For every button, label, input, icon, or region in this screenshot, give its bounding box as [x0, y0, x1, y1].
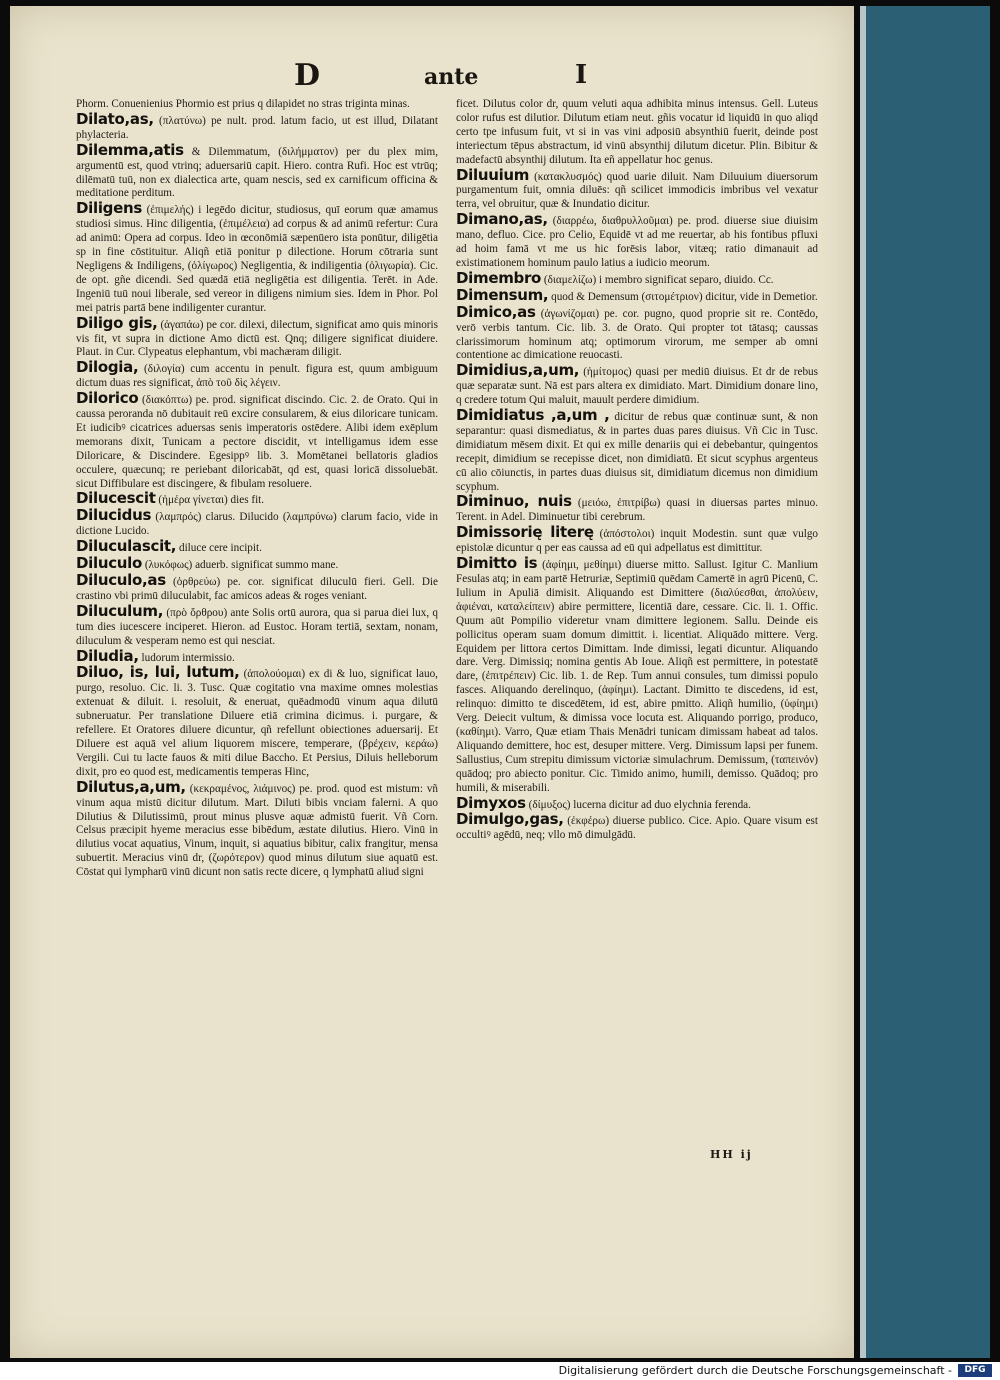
running-head-word: ante	[424, 64, 479, 90]
entry-headword: Dilorico	[76, 389, 139, 408]
entry-text: (διλογία) cum accentu in penult. figura est, quum ambiguum dictum duas res significat, ἀπὸ τοῦ δὶς λέγειν.	[76, 363, 438, 390]
entry-headword: Dimitto is	[456, 554, 538, 573]
dictionary-entry	[76, 140, 438, 202]
entry-text: (μειόω, ἐπιτρίβω) quasi in diuersas partes minuo. Terent. in Adel. Diminuetur tibi cerebrum.	[456, 497, 818, 524]
entry-text: (διακόπτω) pe. prod. significat discindo. Cic. 2. de Orato. Qui in caussa peroranda nō dubitauit reū excire consularem, & eius diloricare tunicam. Et iudicibꝰ cicatrices aduersas senis imperatoris ostēdere. Alibi idem exēplum memorans dixit, Tunicam a pectore discidit, vt intelligamus idem esse Diloricare, & Discindere. Egesippꝰ lib. 3. Momētanei bellatoris gladios occulere, quæcunq; re periebant diloricabāt, qd est, quasi loricā dissoluebāt. sicut Diffibulare est discingere, & fibulam resoluere.	[76, 394, 438, 490]
entry-headword: Dilucescit	[76, 489, 156, 508]
entry-text: (ἀγωνίζομαι) pe. cor. pugno, quod proprie sit re. Contēdo, verō verbis tantum. Cic. lib. 3. de Orato. Qui propter tot tātasq; caussas clarissimorum hominum atq; optimorum virorum, me semper ab omni contentione ac dimicatione reuocasti.	[456, 307, 818, 362]
entry-text: (ὀρθρεύω) pe. cor. significat diluculū fieri. Gell. Die crastino vbi primū diluculabit, fac amicos adeas & roges veniant.	[76, 576, 438, 602]
entry-text: (λαμπρός) clarus. Dilucido (λαμπρύνω) clarum facio, vide in dictione Lucido.	[76, 511, 438, 538]
entry-text: (ἀπολούομαι) ex di & luo, significat lauo, purgo, resoluo. Cic. li. 3. Tusc. Quæ cogitatio vna maxime omnes molestias extenuat & diluit. i. resoluit, & eneruat, quēadmodū vinum aqua dilutū subneruatur. Per translatione Diluere etiā crimina dicimus. i. purgare, & refellere. Et Oratores diluere dicuntur, qñ refellunt obiectiones aduersarij. Et Diluere est aquā vel alium liquorem miscere, temperare, (βρέχειν, κεράω) Vergili. Cui tu lacte fauos & miti dilue Baccho. Et Persius, Diluis helleborum dixit, pro eo quod est, medicamentis temperas Hinc,	[76, 668, 438, 778]
dictionary-entry	[76, 601, 438, 649]
dictionary-entry	[76, 777, 438, 880]
entry-text: (ἀπόστολοι) inquit Modestin. sunt quæ vulgo epistolæ dicuntur q per eas caussa ad eū qui adpellatus est dimittitur.	[456, 528, 818, 555]
entry-text: (ἐπιμελής) i legēdo dicitur, studiosus, quī eorum quæ amamus studiosi simus. Hinc diligentia, (ἐπιμέλεια) ad corpus & ad animū refertur: Cura ad animū: Opera ad corpus. Ideo in œconōmiā sæpenūero ista ponūtur, diligētia sp in fine cōstituitur. Aliqñ etiā ponitur p dilectione. Horum cōtraria sunt Negligens & Indiligens, (ὀλίγωρος) Negligentia, & indiligentia (ὀλιγωρία). Cic. de opt. gñe dicendi. Sed quædā etiā negligētia est diligentia. Terēt. in Ade. Ingeniū tuū noui liberale, sed vereor in diligens nimium sies. Idem in Phor. Pol mei patris partā bene indiligenter curantur.	[76, 204, 438, 314]
entry-headword: Diluo, is, lui, lutum,	[76, 663, 240, 682]
dictionary-entry	[456, 302, 818, 364]
entry-text: dicitur de rebus quæ continuæ sunt, & non separantur: quasi dismediatus, & in partes duas pares diuisus. Vñ Cic in Tusc. dimidiatum mēsem dixit. Et qui ex mille denariis qui ei debebantur, quingentos recepit, dimidium se recepisse dicet, non dimidiatū. Et sicut scyphus argenteus cū alio cōiunctis, in partes duas diuisus sit, dimidiatum dicemus non dimidium scyphum.	[456, 411, 818, 493]
entry-text: (ἀφίημι, μεθίημι) diuerse mitto. Sallust. Igitur C. Manlium Fesulas atq; in eam partē Hetruriæ, Septimiū quēdam Camertē in agrū Picenū, C. Iulium in Apuliā dimisit. Aliquando est Dimittere (διαλύεσθαι, ἀπολύειν, ἀφιέναι, καταλείπειν) abire permittere, licentiā dare, cessare. Cic. li. 1. Offic. Quum aūt Pompilio videretur vnam dimittere legionem. Sallu. Deinde eis pollicitus operam suam domum dimittit. i. licentiat. Aliquādo mittere. Verg. Equidem per littora certos Dimittam. Inde dimissi, legati dicuntur. Aliquando dare. Verg. Dimissiq; nomina gentis Ab Ioue. Aliqñ est permittere, in potestatē dare, (ἐπιτρέπειν) Cic. lib. 1. de Rep. Tum annui consules, tum dimissi populo fasces. Aliquando derelinquo, (ἀφίημι). Lactant. Dimitto te discedens, id est, relinquo: dimitto te discedētem, id est, abire pmitto. Aliqñ humilio, (ὑφίημι) Verg. Deiecit vultum, & dimissa voce locuta est. Aliquando porrigo, produco, (καθίημι). Varro, Quæ etiam Thais Menādri tunicam dimissam habeat ad talos. Aliquando demittere, hoc est, desuper mittere. Verg. Dimissum lapsi per funem. Sallustius, Cum strepitu dimissum victoriæ simulachrum. Demissum, (ταπεινόν) quādoq; pro abiecto ponitur. Cic. Timido animo, humili, demisso. Quādoq; pro humili, & miserabili.	[456, 559, 818, 794]
entry-headword: Dilucidus	[76, 506, 152, 525]
entry-headword: Dimidiatus ,a,um ,	[456, 406, 610, 425]
left-column	[76, 98, 438, 1178]
entry-headword: Diligo gis,	[76, 313, 158, 332]
dictionary-entry	[76, 313, 438, 361]
signature-mark: HH ij	[710, 1148, 753, 1161]
dictionary-entry	[76, 109, 438, 143]
running-head-numeral: I	[575, 60, 588, 90]
footer-credit: Digitalisierung gefördert durch die Deutsche Forschungsgemeinschaft -	[558, 1364, 952, 1377]
dictionary-entry	[456, 98, 818, 168]
entry-text: (διαμελίζω) i membro significat separo, diuido. Cc.	[543, 273, 774, 286]
dictionary-entry	[456, 361, 818, 408]
dfg-logo-icon: DFG	[958, 1364, 992, 1377]
entry-headword: Dimulgo,gas,	[456, 810, 564, 829]
running-head-letter: D	[294, 58, 321, 93]
book-page	[10, 6, 854, 1358]
entry-text: ludorum intermissio.	[141, 651, 235, 664]
dictionary-entry	[456, 810, 818, 843]
entry-text: (πρὸ ὄρθρου) ante Solis ortū aurora, qua si parua diei lux, q tum dies iucescere inciperet. Hieron. ad Eustoc. Horam tertiā, sextam, nonam, diluculum & vesperam nemo est qui nesciat.	[76, 606, 438, 647]
entry-headword: Dimico,as	[456, 302, 536, 321]
entry-text: ficet. Dilutus color dr, quum veluti aqua adhibita minus intensus. Gell. Luteus color rufus est dilutior. Dilutum etiam neut. gñis vocatur id liquidū in quo aliqd certo tpe infusum fuit, vt si in vas vini adposiū absynthiū fuerit, deinde post interiectum tēpus abstractum, id vinū absynthij dilutum dicetur. Plin. Bibitur & madefactū absynthij dilutum. Ita eñ appellatur hoc genus.	[456, 98, 818, 166]
dictionary-entry	[456, 406, 818, 494]
dictionary-entry	[76, 389, 438, 491]
entry-headword: Dimidius,a,um,	[456, 361, 580, 380]
entry-headword: Diluculascit,	[76, 537, 177, 556]
entry-text: (λυκόφως) aduerb. significat summo mane.	[144, 559, 339, 572]
dictionary-entry	[76, 358, 438, 391]
entry-text: (ἀγαπάω) pe cor. dilexi, dilectum, significat amo quis minoris vis fit, vt supra in dictione Amo dictū est. Qnq; diligere significat diuidere. Plaut. in Cur. Clypeatus elephantum, vbi machæram diligit.	[76, 318, 438, 359]
dictionary-entry	[456, 492, 818, 525]
entry-headword: Dimembro	[456, 268, 542, 287]
entry-headword: Diluculum,	[76, 601, 164, 620]
dictionary-entry	[456, 523, 818, 556]
entry-headword: Dilemma,atis	[76, 140, 184, 159]
entry-text: & Dilemmatum, (διλήμματον) per du plex mim, argumentū est, quod vtrinq; aduersariū capit. Hiero. contra Rufi. Hoc est vtrūq; dilēmatū tuū, non ex dialectica arte, quam nescis, sed ex carnificum officina & meditatione perditum.	[76, 145, 438, 200]
running-head	[10, 58, 854, 98]
dictionary-entry	[76, 571, 438, 604]
footer	[0, 1362, 1000, 1380]
entry-headword: Dimyxos	[456, 793, 526, 812]
entry-text: diluce cere incipit.	[178, 542, 262, 555]
entry-text: (ἡμίτομος) quasi per mediū diuisus. Et dr de rebus quæ separatæ sunt. Nā est pars altera ex dimidiato. Mart. Dimidium donare lino, q credere totum Qui maluit, mauult perdere dimidium.	[456, 366, 818, 407]
dictionary-entry	[76, 506, 438, 539]
entry-headword: Diludia,	[76, 646, 139, 665]
entry-text: Phorm. Conuenienius Phormio est prius q dilapidet no stras triginta minas.	[76, 98, 410, 110]
dictionary-entry	[456, 554, 818, 795]
entry-headword: Dilato,as,	[76, 109, 154, 128]
dictionary-entry	[456, 165, 818, 213]
entry-headword: Diluculo,as	[76, 571, 166, 589]
entry-headword: Diluculo	[76, 554, 143, 573]
entry-headword: Dimensum,	[456, 285, 549, 304]
entry-text: (κατακλυσμός) quod uarie diluit. Nam Diluuium diuersorum purgamentum fuit, omnia diluēs: qñ scilicet immodicis imbribus vel vexatur terra, vel obruitur, quæ & Inundatio dicitur.	[456, 170, 818, 211]
entry-headword: Dimissorię literę	[456, 523, 594, 542]
entry-headword: Diligens	[76, 199, 142, 218]
entry-headword: Dilutus,a,um,	[76, 777, 186, 796]
entry-text: quod & Demensum (σιτομέτριον) dicitur, vide in Demetior.	[551, 290, 818, 303]
entry-headword: Dimano,as,	[456, 210, 548, 229]
entry-text: (ἡμέρα γίνεται) dies fit.	[158, 494, 265, 507]
right-column	[456, 98, 818, 1178]
dictionary-entry	[76, 199, 438, 315]
entry-text: (κεκραμένος, λιάμινος) pe. prod. quod est mistum: vñ vinum aqua mistū dicitur dilutum. Mart. Diluti bibis vnciam falerni. A quo Dilutius & Dilutissimū, prout minus plusve aquæ admistū fuerit. Vñ Corn. Celsus præcipit hyeme meracius esse bibēdum, æstate dilutius. Hiero. Vinū in dilutius vocat aquatius, Vinum, inquit, si aquatius bibitur, calix frangitur, mensa subuertit. Meracius vinū dr, (ζωρότερον) quod minus dilutum siue aquatū est. Cōstat qui lympharū vinū dicunt non satis recte dicere, q lymphatū aliud signi	[76, 782, 438, 879]
entry-headword: Diminuo, nuis	[456, 492, 572, 511]
dictionary-entry	[76, 663, 438, 779]
entry-text: (πλατύνω) pe nult. prod. latum facio, ut est illud, Dilatant phylacteria.	[76, 114, 438, 141]
entry-text: (διαρρέω, διαθρυλλοῦμαι) pe. prod. diuerse siue diuisim mano, defluo. Cice. pro Celio, Equidē vt ad me reuertar, ab his fontibus pfluxi ad hoim famā vt me us hic forēsis labor, vitæq; ratio dimanauit ad existimationem hominum paulo latius a iudicio meorum.	[456, 215, 818, 269]
dictionary-entry	[456, 210, 818, 271]
entry-headword: Diluuium	[456, 165, 530, 184]
color-calibration-strip	[860, 6, 990, 1358]
entry-headword: Dilogia,	[76, 358, 139, 377]
entry-text: (ἐκφέρω) diuerse publico. Cice. Apio. Quare visum est occultiꝰ agēdū, neq; vllo mō dimulgādū.	[456, 815, 818, 842]
entry-text: (δίμυξος) lucerna dicitur ad duo elychnia ferenda.	[528, 798, 751, 811]
